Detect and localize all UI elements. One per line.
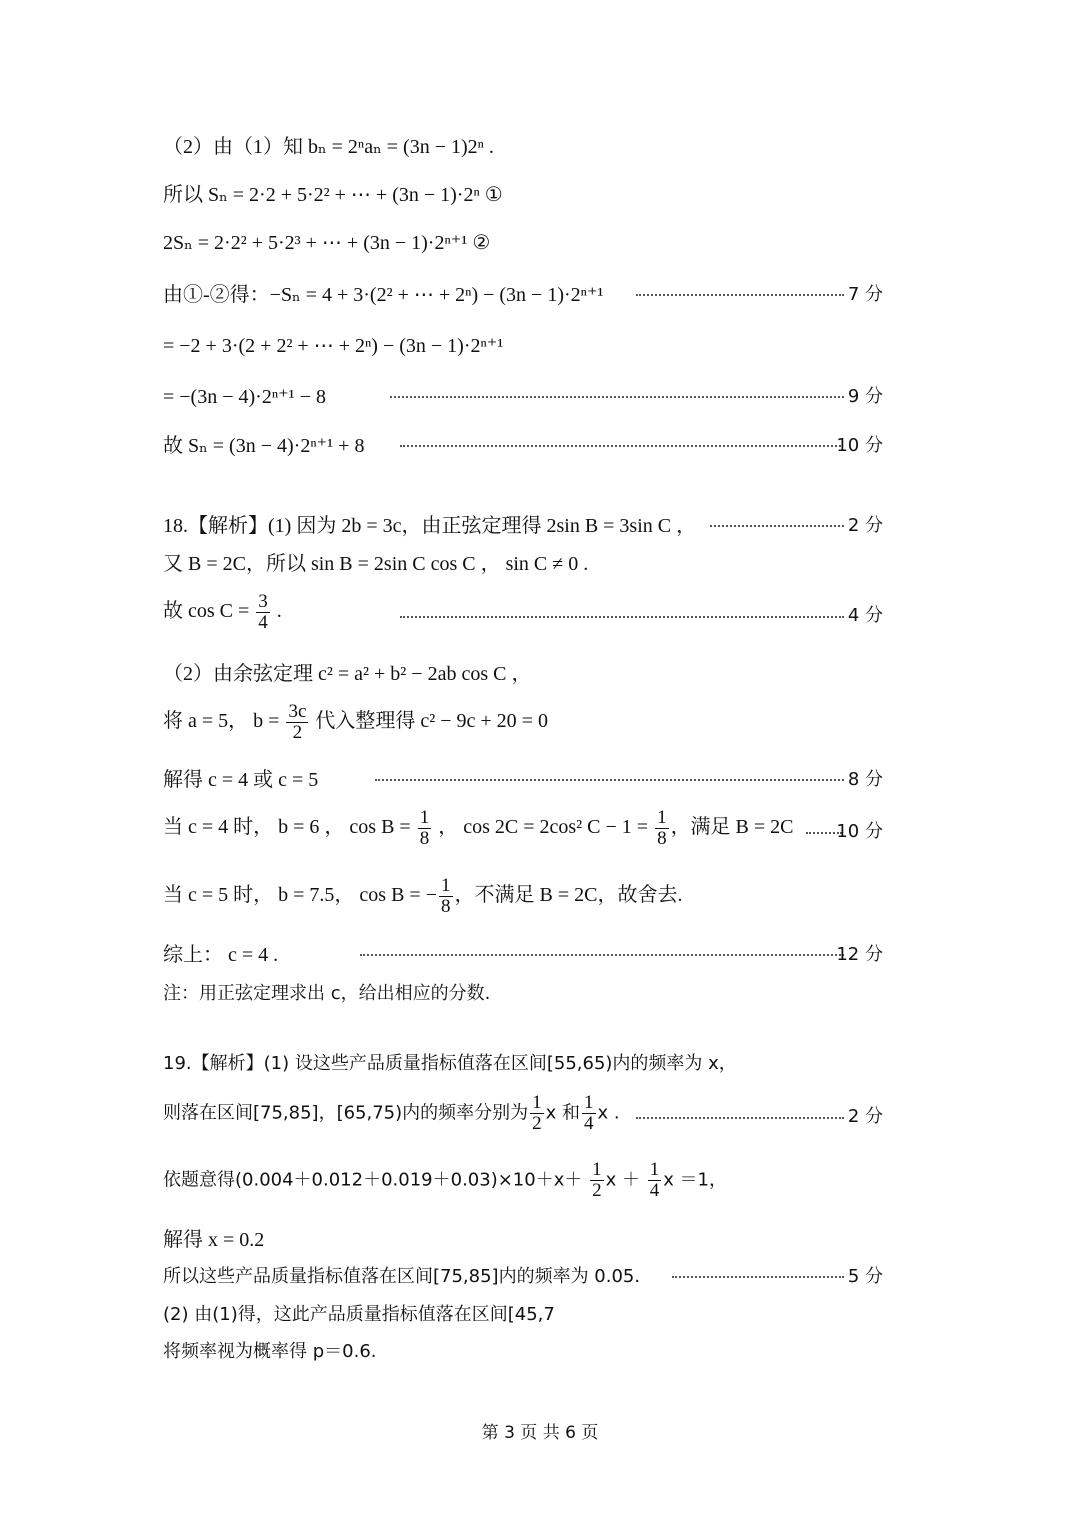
numerator: 1	[657, 807, 667, 828]
denominator: 2	[532, 1113, 542, 1134]
denominator: 8	[419, 828, 430, 849]
line-19-6: (2) 由(1)得，这此产品质量指标值落在区间[45,7	[163, 1304, 555, 1325]
score-label: 5 分	[847, 1266, 883, 1287]
numerator: 1	[584, 1092, 594, 1113]
line-text: 则落在区间[75,85]，[65,75)内的频率分别为	[163, 1102, 529, 1124]
line-text: ， cos 2C = 2cos² C − 1 =	[433, 816, 654, 839]
line-text: x ＝1，	[663, 1169, 728, 1191]
fraction	[418, 808, 432, 849]
dot-leader	[360, 954, 844, 956]
line-17-step-2: = −(3n − 4)·2ⁿ⁺¹ − 8	[163, 386, 326, 408]
score-label: 9 分	[847, 386, 883, 407]
line-19-1: 19.【解析】(1) 设这些产品质量指标值落在区间[55,65)内的频率为 x，	[163, 1053, 737, 1074]
dot-leader	[390, 396, 844, 398]
fraction	[648, 1160, 662, 1201]
numerator: 1	[592, 1159, 602, 1180]
line-17-2-intro: （2）由（1）知 bₙ = 2ⁿaₙ = (3n − 1)2ⁿ .	[163, 136, 494, 158]
line-18-note: 注：用正弦定理求出 c，给出相应的分数.	[163, 983, 491, 1004]
numerator: 1	[532, 1092, 542, 1113]
score-label: 10 分	[836, 435, 883, 456]
denominator: 2	[592, 1180, 602, 1201]
numerator: 1	[419, 807, 430, 828]
line-19-4: 解得 x = 0.2	[163, 1229, 265, 1251]
fraction	[655, 808, 669, 849]
page-footer: 第 3 页 共 6 页	[481, 1423, 599, 1443]
line-18-cosC	[163, 592, 282, 633]
score-label: 2 分	[847, 515, 883, 536]
dot-leader	[636, 1117, 844, 1119]
line-text: 将 a = 5， b =	[163, 710, 285, 733]
line-18-substitute	[163, 702, 548, 743]
numerator: 3	[258, 591, 268, 612]
denominator: 4	[584, 1113, 594, 1134]
fraction	[530, 1093, 544, 1134]
line-19-7: 将频率视为概率得 p＝0.6.	[163, 1341, 377, 1362]
line-text: .	[271, 600, 282, 623]
score-label: 2 分	[847, 1106, 883, 1127]
denominator: 2	[292, 722, 303, 743]
score-label: 12 分	[836, 944, 883, 965]
fraction	[256, 592, 270, 633]
line-18-conclusion: 综上： c = 4 .	[163, 944, 279, 966]
line-text: 依题意得(0.004＋0.012＋0.019＋0.03)×10＋x＋	[163, 1169, 589, 1191]
line-17-sum-1: 所以 Sₙ = 2·2 + 5·2² + ⋯ + (3n − 1)·2ⁿ ①	[163, 184, 503, 206]
line-text: 代入整理得 c² − 9c + 20 = 0	[310, 710, 548, 733]
denominator: 8	[441, 896, 451, 917]
numerator: 1	[441, 875, 451, 896]
line-18-case-c5	[163, 876, 682, 917]
line-text: x ＋	[605, 1169, 646, 1191]
fraction	[590, 1160, 604, 1201]
line-18-1: 18.【解析】(1) 因为 2b = 3c，由正弦定理得 2sin B = 3sin C ，	[163, 515, 697, 537]
score-label: 8 分	[847, 769, 883, 790]
score-label: 4 分	[847, 605, 883, 626]
fraction	[439, 876, 453, 917]
score-label: 10 分	[836, 821, 883, 842]
line-17-subtract: 由①-②得：−Sₙ = 4 + 3·(2² + ⋯ + 2ⁿ) − (3n − 1)·2ⁿ⁺¹	[163, 284, 604, 306]
fraction	[582, 1093, 596, 1134]
line-17-step-1: = −2 + 3·(2 + 2² + ⋯ + 2ⁿ) − (3n − 1)·2ⁿ⁺¹	[163, 335, 504, 357]
line-text: 当 c = 5 时， b = 7.5， cos B = −	[163, 884, 437, 907]
line-text: x 和	[545, 1102, 581, 1124]
dot-leader	[400, 445, 841, 447]
line-18-case-c4	[163, 808, 794, 849]
line-text: 故 cos C =	[163, 600, 255, 623]
line-text: ，满足 B = 2C	[670, 816, 794, 839]
line-text: 当 c = 4 时， b = 6 ， cos B =	[163, 816, 416, 839]
line-17-sum-2: 2Sₙ = 2·2² + 5·2³ + ⋯ + (3n − 1)·2ⁿ⁺¹ ②	[163, 232, 491, 254]
line-19-5: 所以这些产品质量指标值落在区间[75,85]内的频率为 0.05.	[163, 1266, 641, 1287]
line-19-2	[163, 1093, 620, 1134]
dot-leader	[375, 779, 844, 781]
denominator: 8	[657, 828, 667, 849]
numerator: 3c	[288, 701, 307, 722]
line-text: ，不满足 B = 2C，故舍去.	[454, 884, 683, 907]
dot-leader	[636, 294, 844, 296]
numerator: 1	[649, 1159, 660, 1180]
dot-leader	[710, 525, 844, 527]
line-17-result: 故 Sₙ = (3n − 4)·2ⁿ⁺¹ + 8	[163, 435, 365, 457]
score-label: 7 分	[847, 284, 883, 305]
denominator: 4	[258, 612, 268, 633]
fraction	[286, 702, 308, 743]
line-18-solve: 解得 c = 4 或 c = 5	[163, 769, 319, 791]
line-text: x .	[597, 1102, 620, 1124]
dot-leader	[672, 1276, 844, 1278]
line-19-3	[163, 1160, 727, 1201]
line-18-2: 又 B = 2C，所以 sin B = 2sin C cos C ， sin C ≠ 0 .	[163, 553, 589, 575]
dot-leader	[400, 616, 844, 618]
line-18-cosine-law: （2）由余弦定理 c² = a² + b² − 2ab cos C ，	[163, 663, 532, 685]
denominator: 4	[649, 1180, 660, 1201]
